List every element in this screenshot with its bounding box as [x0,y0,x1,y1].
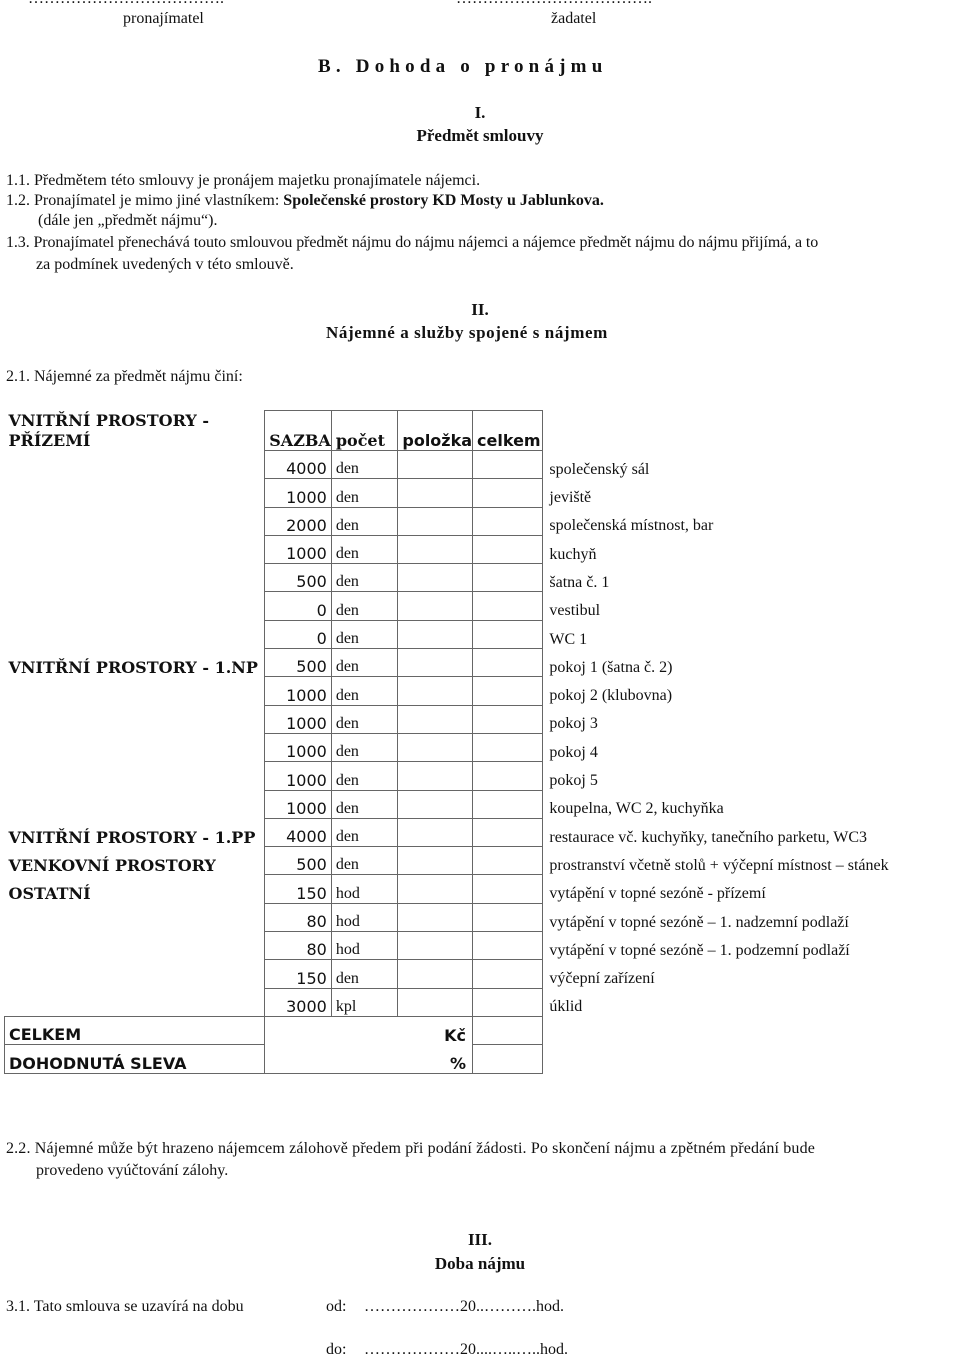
row-unit: den [331,818,398,846]
total-row [5,1016,960,1044]
table-header-row [5,411,960,451]
signature-dots-right [456,0,652,8]
row-total-cell [473,507,543,535]
total-label: CELKEM [5,1016,265,1044]
row-rate: 150 [265,875,332,903]
row-unit: den [331,620,398,648]
row-rate: 1000 [265,677,332,705]
table-row [5,592,960,620]
row-group-label [5,507,265,535]
row-item-name: prostranství včetně stolů + výčepní místnost – stánek [549,856,889,874]
clause-2-2-line2: provedeno vyúčtování zálohy. [36,1162,229,1179]
header-blank [543,411,960,451]
row-unit: den [331,790,398,818]
table-row [5,649,960,677]
od-value: ………………20..……….hod. [364,1298,564,1315]
table-row [5,960,960,988]
row-total-cell [473,677,543,705]
row-group-label: VNITŘNÍ PROSTORY - 1.NP [8,657,258,677]
row-rate: 80 [265,903,332,931]
row-total-cell [473,451,543,479]
row-unit: den [331,733,398,761]
row-total-cell [473,733,543,761]
row-unit: hod [331,875,398,903]
row-count-cell [398,790,473,818]
table-row [5,564,960,592]
row-unit: den [331,847,398,875]
row-count-cell [398,875,473,903]
table-row [5,479,960,507]
row-item-name: restaurace vč. kuchyňky, tanečního parketu, WC3 [549,828,868,846]
row-unit: kpl [331,988,398,1016]
row-count-cell [398,818,473,846]
row-item-name: pokoj 5 [549,772,598,790]
row-unit: den [331,564,398,592]
total-blank [543,1016,960,1044]
row-rate: 2000 [265,507,332,535]
header-celkem: celkem [473,411,543,451]
row-unit: den [331,960,398,988]
discount-label: DOHODNUTÁ SLEVA [5,1045,265,1073]
section-1-heading: Předmět smlouvy [416,126,544,145]
row-unit: den [331,535,398,563]
group-label-ground-floor-line1: VNITŘNÍ PROSTORY - [8,410,210,430]
row-rate: 1000 [265,733,332,761]
row-total-cell [473,988,543,1016]
row-count-cell [398,479,473,507]
table-row [5,762,960,790]
row-rate: 1000 [265,479,332,507]
clause-2-1: 2.1. Nájemné za předmět nájmu činí: [6,368,243,385]
group-label-ground-floor-line2: PŘÍZEMÍ [8,430,91,450]
total-value-cell [473,1016,543,1044]
row-item-name: šatna č. 1 [549,573,610,591]
row-total-cell [473,535,543,563]
row-item-name: společenský sál [549,460,650,478]
row-total-cell [473,564,543,592]
table-row [5,451,960,479]
row-group-label [5,960,265,988]
row-item-name: koupelna, WC 2, kuchyňka [549,800,724,818]
row-unit: den [331,649,398,677]
row-item-name: pokoj 2 (klubovna) [549,687,673,705]
row-item-name: vytápění v topné sezóně – 1. podzemní podlaží [549,941,850,959]
row-total-cell [473,818,543,846]
table-row [5,903,960,931]
row-count-cell [398,932,473,960]
discount-row [5,1045,960,1073]
row-item-name: společenská místnost, bar [549,517,714,535]
row-total-cell [473,592,543,620]
row-item-name: výčepní zařízení [549,970,655,988]
table-row [5,818,960,846]
row-group-label: OSTATNÍ [8,884,91,904]
document-title: B. Dohoda o pronájmu [318,56,608,77]
row-count-cell [398,960,473,988]
row-total-cell [473,932,543,960]
row-total-cell [473,875,543,903]
row-unit: hod [331,903,398,931]
row-unit: den [331,762,398,790]
row-unit: den [331,507,398,535]
row-rate: 4000 [265,818,332,846]
row-count-cell [398,564,473,592]
row-count-cell [398,733,473,761]
row-rate: 500 [265,564,332,592]
row-group-label [5,705,265,733]
row-total-cell [473,903,543,931]
header-pocet: počet [331,411,398,451]
row-rate: 0 [265,620,332,648]
row-item-name: vestibul [549,602,601,620]
row-group-label [5,620,265,648]
group-label-ground-floor [5,411,265,451]
table-row [5,535,960,563]
row-group-label [5,762,265,790]
table-row [5,507,960,535]
row-total-cell [473,705,543,733]
row-unit: den [331,479,398,507]
section-3-number: III. [467,1230,493,1249]
rent-rows [5,451,960,1017]
row-total-cell [473,847,543,875]
clause-1-2-prefix: 1.2. Pronajímatel je mimo jiné vlastníkem: [6,192,284,209]
section-3-heading: Doba nájmu [434,1254,526,1273]
discount-unit: % [265,1045,473,1073]
row-count-cell [398,451,473,479]
row-rate: 80 [265,932,332,960]
row-rate: 500 [265,649,332,677]
row-total-cell [473,649,543,677]
row-item-name: jeviště [549,489,592,507]
row-count-cell [398,620,473,648]
row-unit: den [331,677,398,705]
row-item-name: úklid [549,998,583,1016]
clause-1-2-note: (dále jen „předmět nájmu“). [38,212,218,229]
clause-1-1: 1.1. Předmětem této smlouvy je pronájem majetku pronajímatele nájemci. [6,172,481,189]
row-rate: 500 [265,847,332,875]
row-unit: den [331,451,398,479]
section-2-heading: Nájemné a služby spojené s nájmem [326,323,608,342]
clause-2-2-line1: 2.2. Nájemné může být hrazeno nájemcem zálohově předem při podání žádosti. Po skončení nájmu a zpětném předání bude [6,1140,815,1157]
header-sazba: SAZBA [265,411,332,451]
row-count-cell [398,762,473,790]
row-rate: 3000 [265,988,332,1016]
table-row [5,620,960,648]
rent-table [4,410,960,1074]
row-count-cell [398,903,473,931]
row-count-cell [398,592,473,620]
table-row [5,677,960,705]
row-group-label [5,932,265,960]
row-rate: 1000 [265,790,332,818]
od-label: od: [326,1298,347,1315]
row-group-label [5,535,265,563]
clause-1-2 [6,192,604,210]
row-group-label [5,988,265,1016]
row-group-label [5,903,265,931]
table-row [5,790,960,818]
table-row [5,705,960,733]
row-count-cell [398,677,473,705]
row-group-label [5,564,265,592]
row-unit: den [331,705,398,733]
row-group-label [5,733,265,761]
row-rate: 1000 [265,535,332,563]
row-item-name: vytápění v topné sezóně - přízemí [549,885,766,903]
row-total-cell [473,762,543,790]
row-rate: 1000 [265,762,332,790]
row-total-cell [473,960,543,988]
row-group-label [5,592,265,620]
signature-dots-left [28,0,224,8]
row-group-label [5,677,265,705]
row-item-name: kuchyň [549,545,597,563]
row-count-cell [398,847,473,875]
row-item-name: WC 1 [549,630,588,648]
row-group-label: VNITŘNÍ PROSTORY - 1.PP [8,827,256,847]
signature-label-lessor: pronajímatel [123,10,204,27]
row-unit: den [331,592,398,620]
table-row [5,847,960,875]
clause-1-3-line2: za podmínek uvedených v této smlouvě. [36,256,294,273]
row-item-name: vytápění v topné sezóně – 1. nadzemní podlaží [549,913,849,931]
section-1-number: I. [474,103,486,122]
discount-blank [543,1045,960,1073]
section-2-number: II. [471,300,489,319]
total-unit: Kč [444,1025,467,1045]
do-value: ………………20....…..…..hod. [364,1341,568,1358]
row-rate: 1000 [265,705,332,733]
row-group-label: VENKOVNÍ PROSTORY [8,855,216,875]
do-label: do: [326,1341,347,1358]
row-group-label [5,479,265,507]
row-group-label [5,790,265,818]
clause-1-2-property: Společenské prostory KD Mosty u Jablunkova. [283,192,604,209]
row-rate: 4000 [265,451,332,479]
table-row [5,932,960,960]
clause-1-3-line1: 1.3. Pronajímatel přenechává touto smlouvou předmět nájmu do nájmu nájemci a nájemce předmět nájmu do nájmu přijímá, a to [6,234,819,251]
row-count-cell [398,705,473,733]
row-total-cell [473,790,543,818]
row-rate: 0 [265,592,332,620]
row-count-cell [398,988,473,1016]
row-count-cell [398,507,473,535]
clause-3-1: 3.1. Tato smlouva se uzavírá na dobu [6,1298,244,1315]
row-count-cell [398,535,473,563]
table-row [5,733,960,761]
row-unit: hod [331,932,398,960]
row-total-cell [473,620,543,648]
row-count-cell [398,649,473,677]
table-row [5,988,960,1016]
row-rate: 150 [265,960,332,988]
row-group-label [5,451,265,479]
row-item-name: pokoj 3 [549,715,598,733]
signature-label-applicant: žadatel [551,10,597,27]
row-total-cell [473,479,543,507]
header-polozka: položka [398,411,473,451]
table-row [5,875,960,903]
discount-value-cell [473,1045,543,1073]
row-item-name: pokoj 4 [549,743,598,761]
row-item-name: pokoj 1 (šatna č. 2) [549,658,673,676]
